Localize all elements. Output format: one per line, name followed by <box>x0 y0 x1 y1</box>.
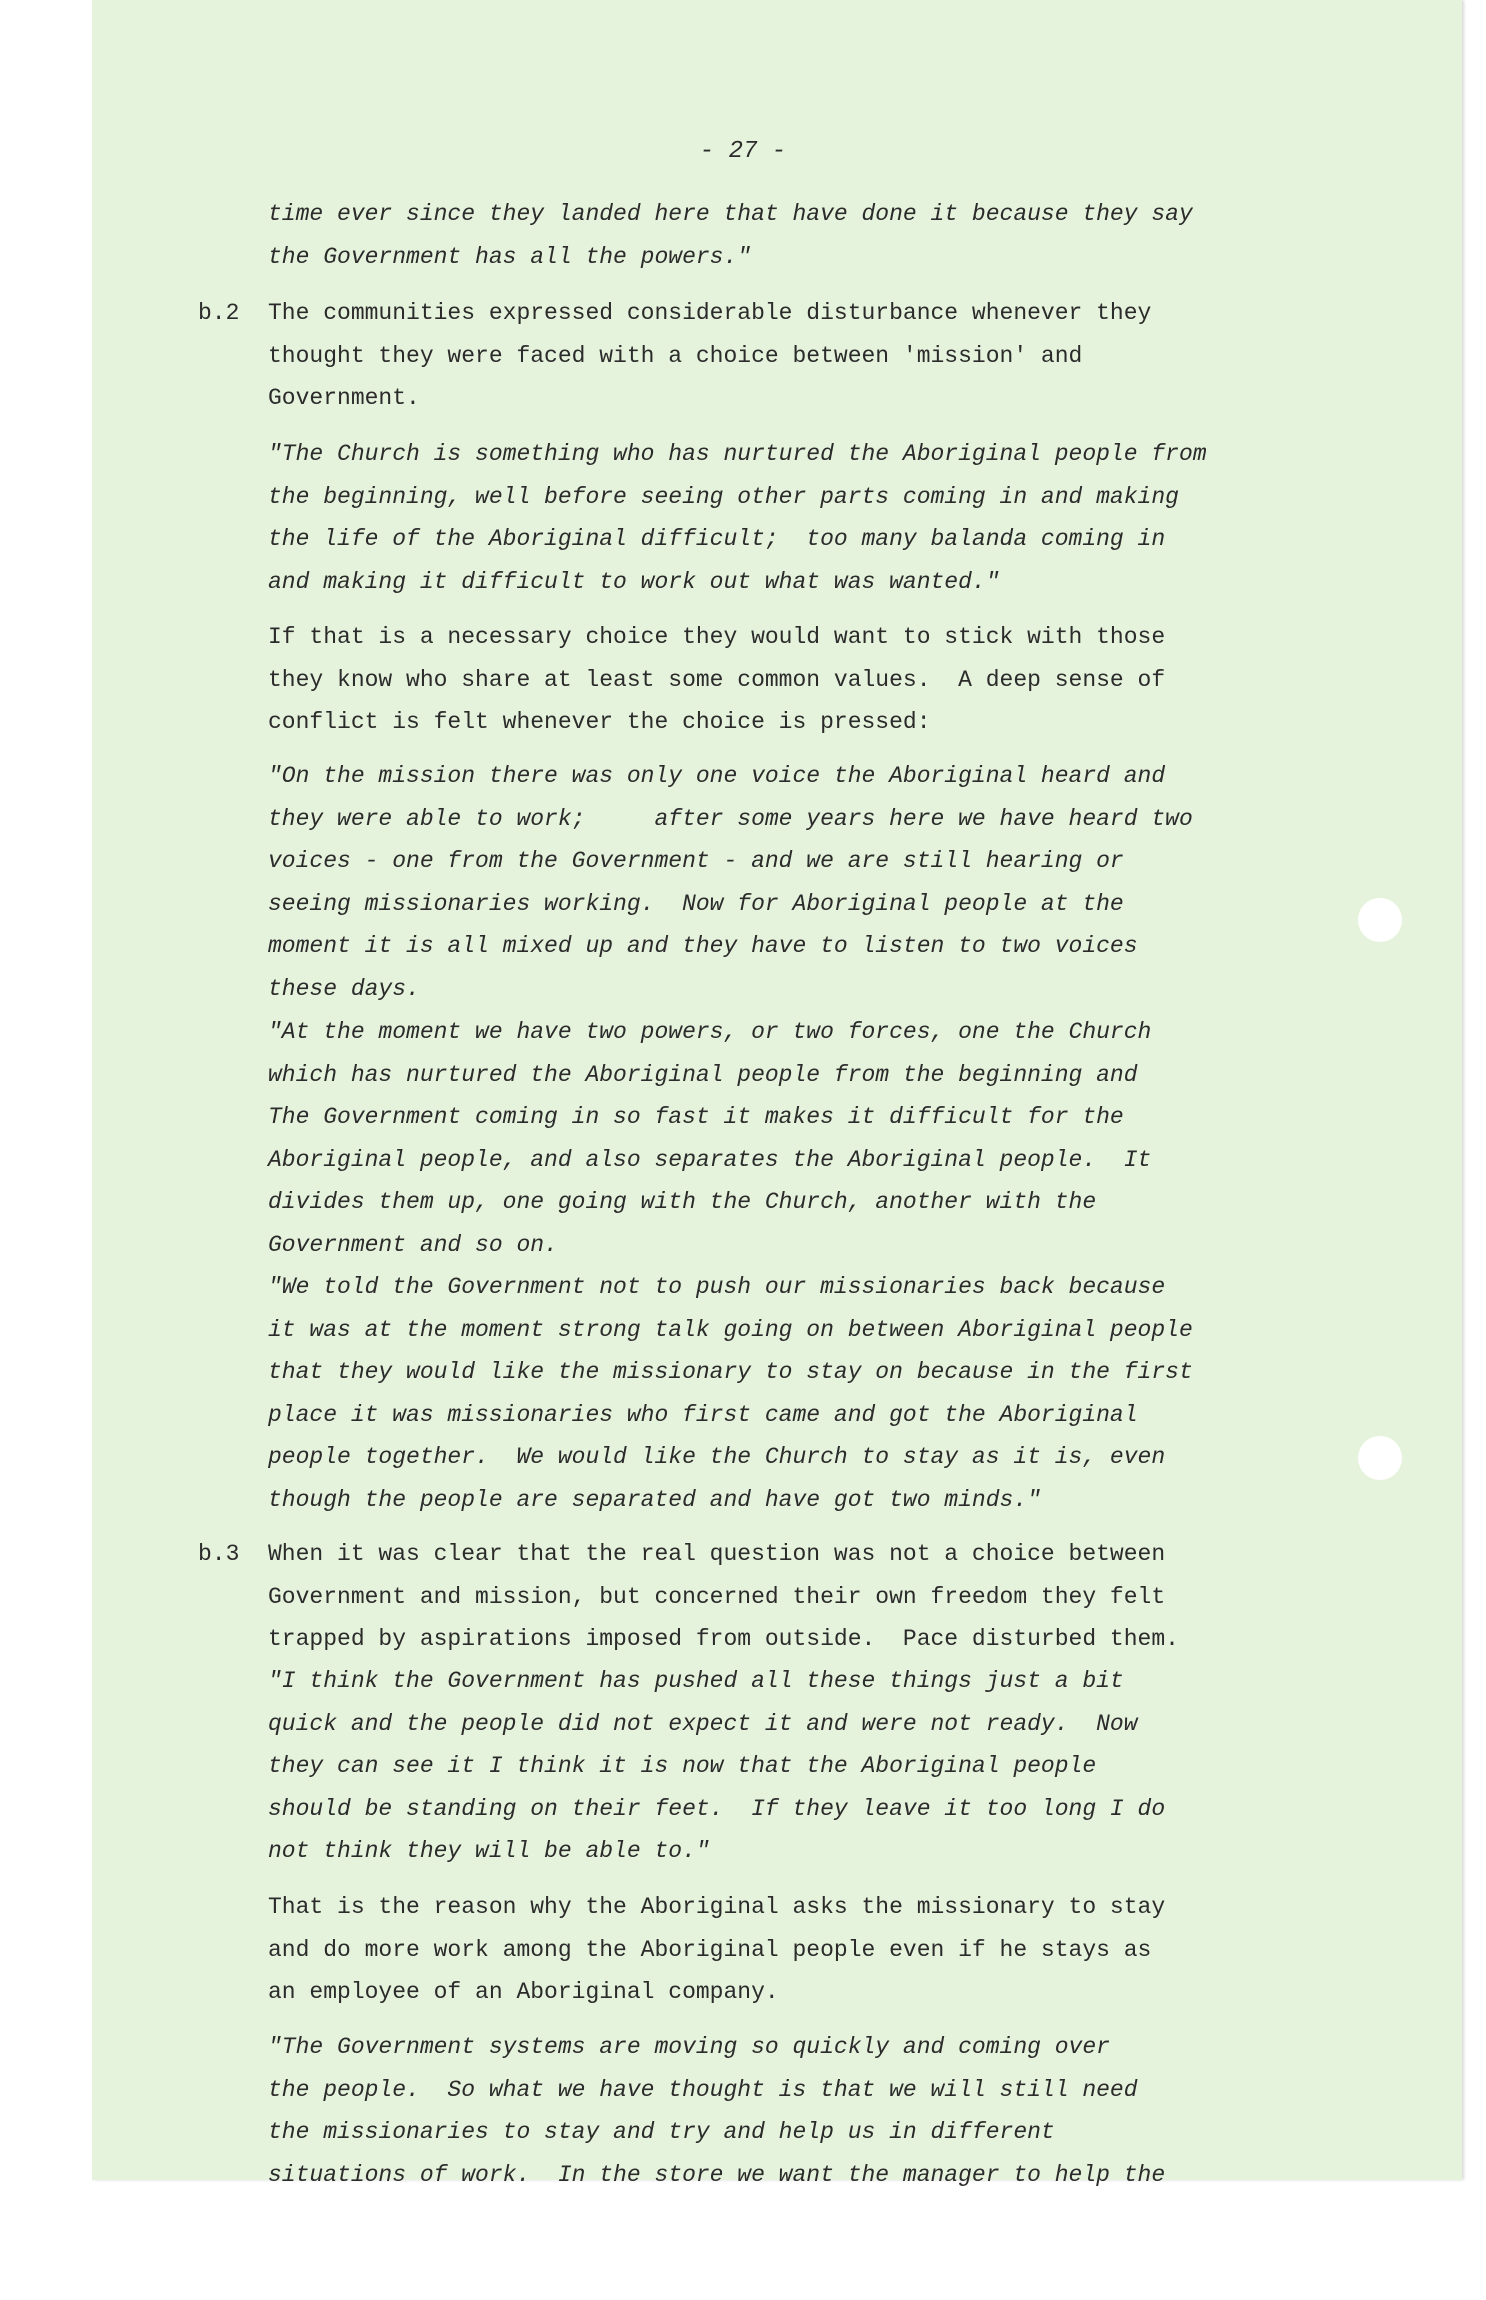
quote-continuation: time ever since they landed here that have done it because they say the Government has all the powers." <box>268 201 1193 270</box>
punch-hole-upper <box>1358 898 1402 942</box>
quote-two-voices: "On the mission there was only one voice the Aboriginal heard and they were able to work; after some years here we have heard two voices - one from the Government - and we are still hearing or seeing missionaries working. Now for Aboriginal people at the moment it is all mixed up and they have to listen to two voices these days. <box>268 763 1193 1002</box>
quote-missionaries-stay: "We told the Government not to push our missionaries back because it was at the moment strong talk going on between Aboriginal people that they would like the missionary to stay on because in the first place it was missionaries who first came and got the Aboriginal people together. We would like the Church to stay as it is, even though the people are separated and have got two minds." <box>268 1274 1193 1513</box>
page-number: - 27 - <box>699 138 787 165</box>
paragraph-b3-intro: When it was clear that the real question was not a choice between Government and mission, but concerned their own freedom they felt trapped by aspirations imposed from outside. Pace disturbed them. <box>268 1541 1179 1652</box>
paragraph-missionary-stay: That is the reason why the Aboriginal asks the missionary to stay and do more work among the Aboriginal people even if he stays as an employee of an Aboriginal company. <box>268 1894 1166 2005</box>
quote-two-powers: "At the moment we have two powers, or two forces, one the Church which has nurtured the Aboriginal people from the beginning and The Government coming in so fast it makes it difficult for the Aboriginal people, and also separates the Aboriginal people. It divides them up, one going with the Church, another with the Government and so on. <box>268 1019 1152 1258</box>
paragraph-necessary-choice: If that is a necessary choice they would want to stick with those they know who share at least some common values. A deep sense of conflict is felt whenever the choice is pressed: <box>268 624 1166 735</box>
punch-hole-lower <box>1358 1436 1402 1480</box>
quote-church-nurtured: "The Church is something who has nurtured the Aboriginal people from the beginning, well before seeing other parts coming in and making the life of the Aboriginal difficult; too many balanda coming in and making it difficult to work out what was wanted." <box>268 441 1207 595</box>
quote-government-pushed: "I think the Government has pushed all these things just a bit quick and the people did not expect it and were not ready. Now they can see it I think it is now that the Aboriginal people should be standing on their feet. If they leave it too long I do not think they will be able to." <box>268 1668 1166 1864</box>
paragraph-b2-intro: The communities expressed considerable disturbance whenever they thought they were faced with a choice between 'mission' and Government. <box>268 300 1152 411</box>
section-label-b2: b.2 <box>198 300 240 326</box>
quote-government-systems: "The Government systems are moving so quickly and coming over the people. So what we have thought is that we will still need the missionaries to stay and try and help us in different situations of work. In the store we want the manager to help the <box>268 2034 1166 2188</box>
section-label-b3: b.3 <box>198 1541 240 1567</box>
